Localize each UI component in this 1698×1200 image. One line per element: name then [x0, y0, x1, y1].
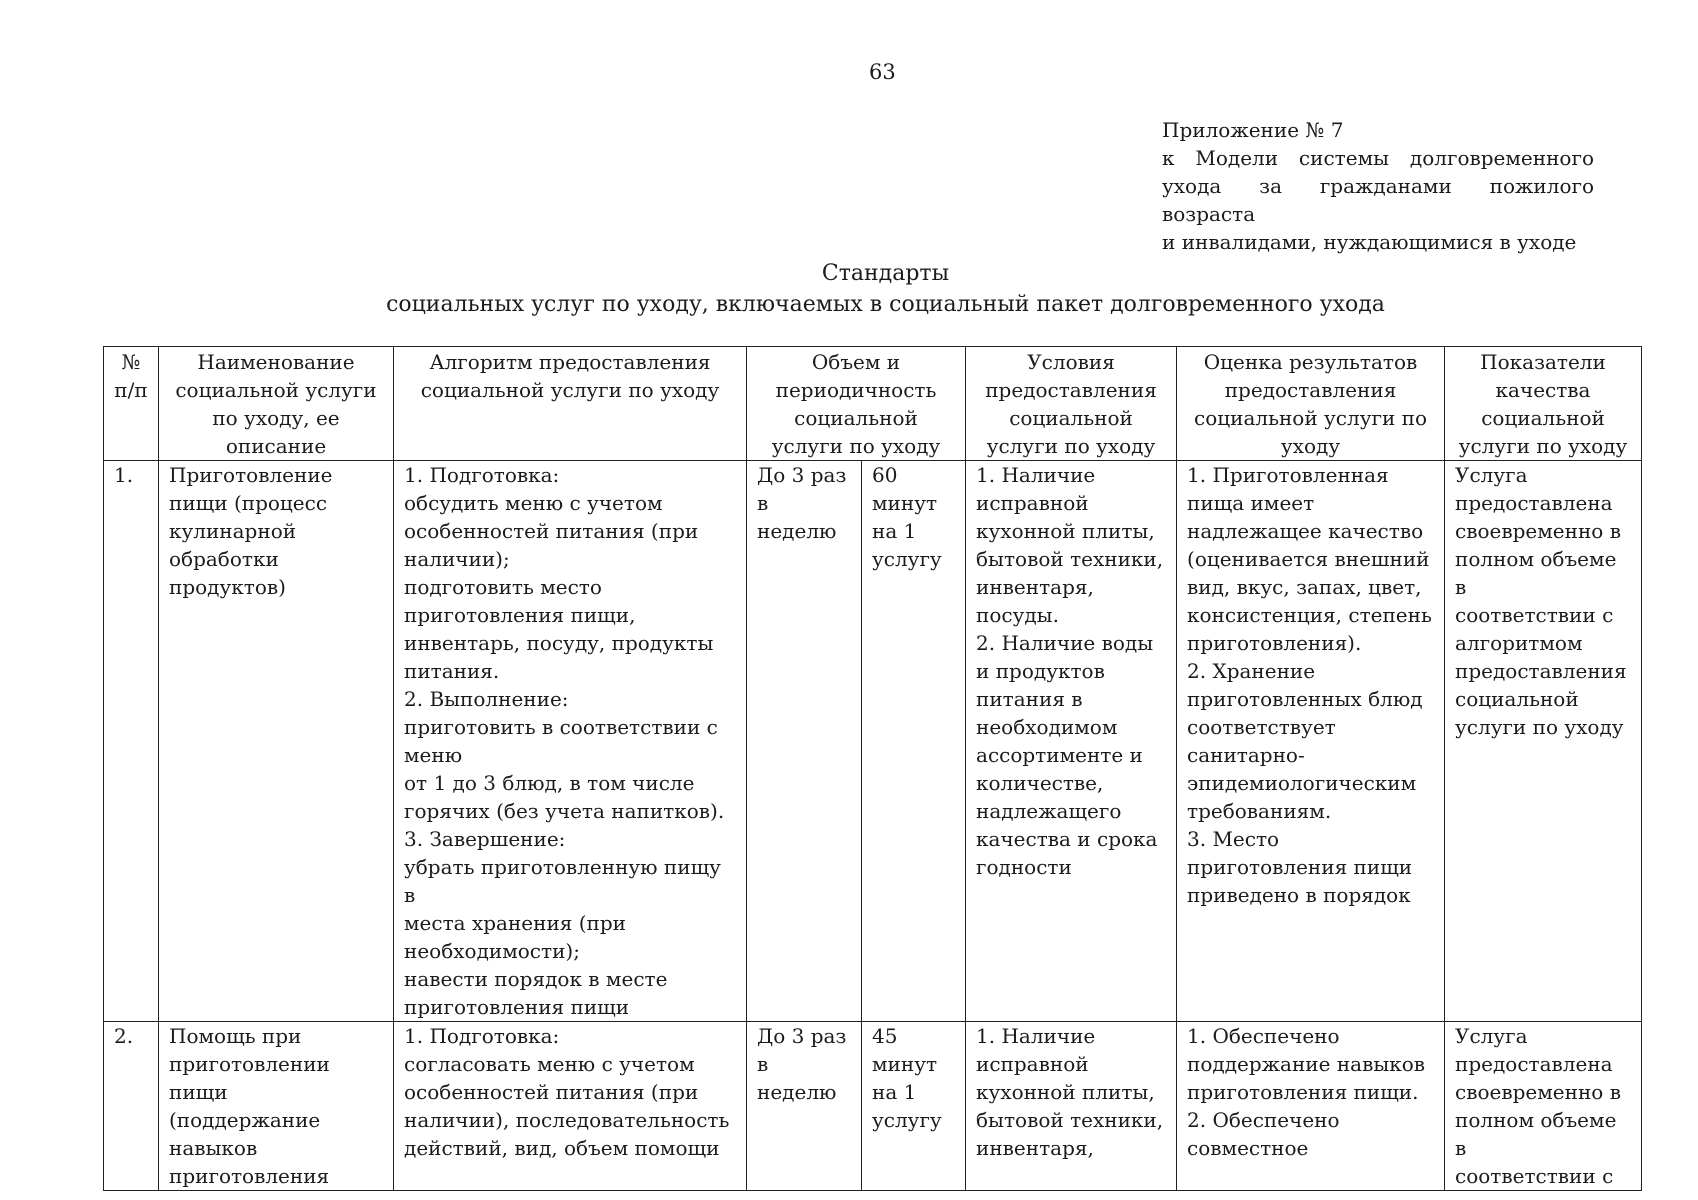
- header-service-name: Наименование социальной услуги по уходу, ее описание: [159, 347, 394, 461]
- cell-duration: 45 минут на 1 услугу: [862, 1022, 966, 1191]
- table-row: [104, 1022, 1642, 1191]
- cell-duration: 60 минут на 1 услугу: [862, 461, 966, 1022]
- cell-number: 2.: [104, 1022, 159, 1191]
- cell-conditions: 1. Наличие исправной кухонной плиты, бытовой техники, инвентаря,: [966, 1022, 1177, 1191]
- header-quality-indicators: Показатели качества социальной услуги по уходу: [1445, 347, 1642, 461]
- cell-number: 1.: [104, 461, 159, 1022]
- header-volume-frequency: Объем и периодичность социальной услуги по уходу: [747, 347, 966, 461]
- page-number: 63: [869, 60, 896, 84]
- cell-algorithm: 1. Подготовка: обсудить меню с учетом особенностей питания (при наличии); подготовить место приготовления пищи, инвентарь, посуду, продукты питания. 2. Выполнение: приготовить в соответствии с меню от 1 до 3 блюд, в том числе горячих (без учета напитков). 3. Завершение: убрать приготовленную пищу в места хранения (при необходимости); навести порядок в месте приготовления пищи: [394, 461, 747, 1022]
- cell-frequency: До 3 раз в неделю: [747, 1022, 862, 1191]
- cell-frequency: До 3 раз в неделю: [747, 461, 862, 1022]
- table-row: [104, 461, 1642, 1022]
- cell-service-name: Приготовление пищи (процесс кулинарной обработки продуктов): [159, 461, 394, 1022]
- cell-service-name: Помощь при приготовлении пищи (поддержание навыков приготовления: [159, 1022, 394, 1191]
- appendix-reference: [1162, 116, 1594, 256]
- header-evaluation: Оценка результатов предоставления социальной услуги по уходу: [1177, 347, 1445, 461]
- document-title-line1: Стандарты: [821, 261, 950, 286]
- document-title: [0, 258, 1698, 320]
- table-header-row: [104, 347, 1642, 461]
- cell-evaluation: 1. Приготовленная пища имеет надлежащее качество (оценивается внешний вид, вкус, запах, цвет, консистенция, степень приготовления). 2. Хранение приготовленных блюд соответствует санитарно- эпидемиологическим требованиям. 3. Место приготовления пищи приведено в порядок: [1177, 461, 1445, 1022]
- appendix-title: Приложение № 7: [1162, 118, 1344, 142]
- appendix-line: и инвалидами, нуждающимися в уходе: [1162, 230, 1577, 254]
- cell-conditions: 1. Наличие исправной кухонной плиты, бытовой техники, инвентаря, посуды. 2. Наличие воды и продуктов питания в необходимом ассортименте и количестве, надлежащего качества и срока годности: [966, 461, 1177, 1022]
- cell-evaluation: 1. Обеспечено поддержание навыков приготовления пищи. 2. Обеспечено совместное: [1177, 1022, 1445, 1191]
- header-number: № п/п: [104, 347, 159, 461]
- header-algorithm: Алгоритм предоставления социальной услуги по уходу: [394, 347, 747, 461]
- document-title-line2: социальных услуг по уходу, включаемых в социальный пакет долговременного ухода: [386, 292, 1385, 317]
- cell-quality-indicators: Услуга предоставлена своевременно в полном объеме в соответствии с: [1445, 1022, 1642, 1191]
- standards-table: [103, 346, 1642, 1191]
- appendix-line: к Модели системы долговременного: [1162, 146, 1594, 170]
- appendix-line: ухода за гражданами пожилого возраста: [1162, 174, 1594, 226]
- cell-algorithm: 1. Подготовка: согласовать меню с учетом особенностей питания (при наличии), последовательность действий, вид, объем помощи: [394, 1022, 747, 1191]
- header-conditions: Условия предоставления социальной услуги по уходу: [966, 347, 1177, 461]
- cell-quality-indicators: Услуга предоставлена своевременно в полном объеме в соответствии с алгоритмом предоставления социальной услуги по уходу: [1445, 461, 1642, 1022]
